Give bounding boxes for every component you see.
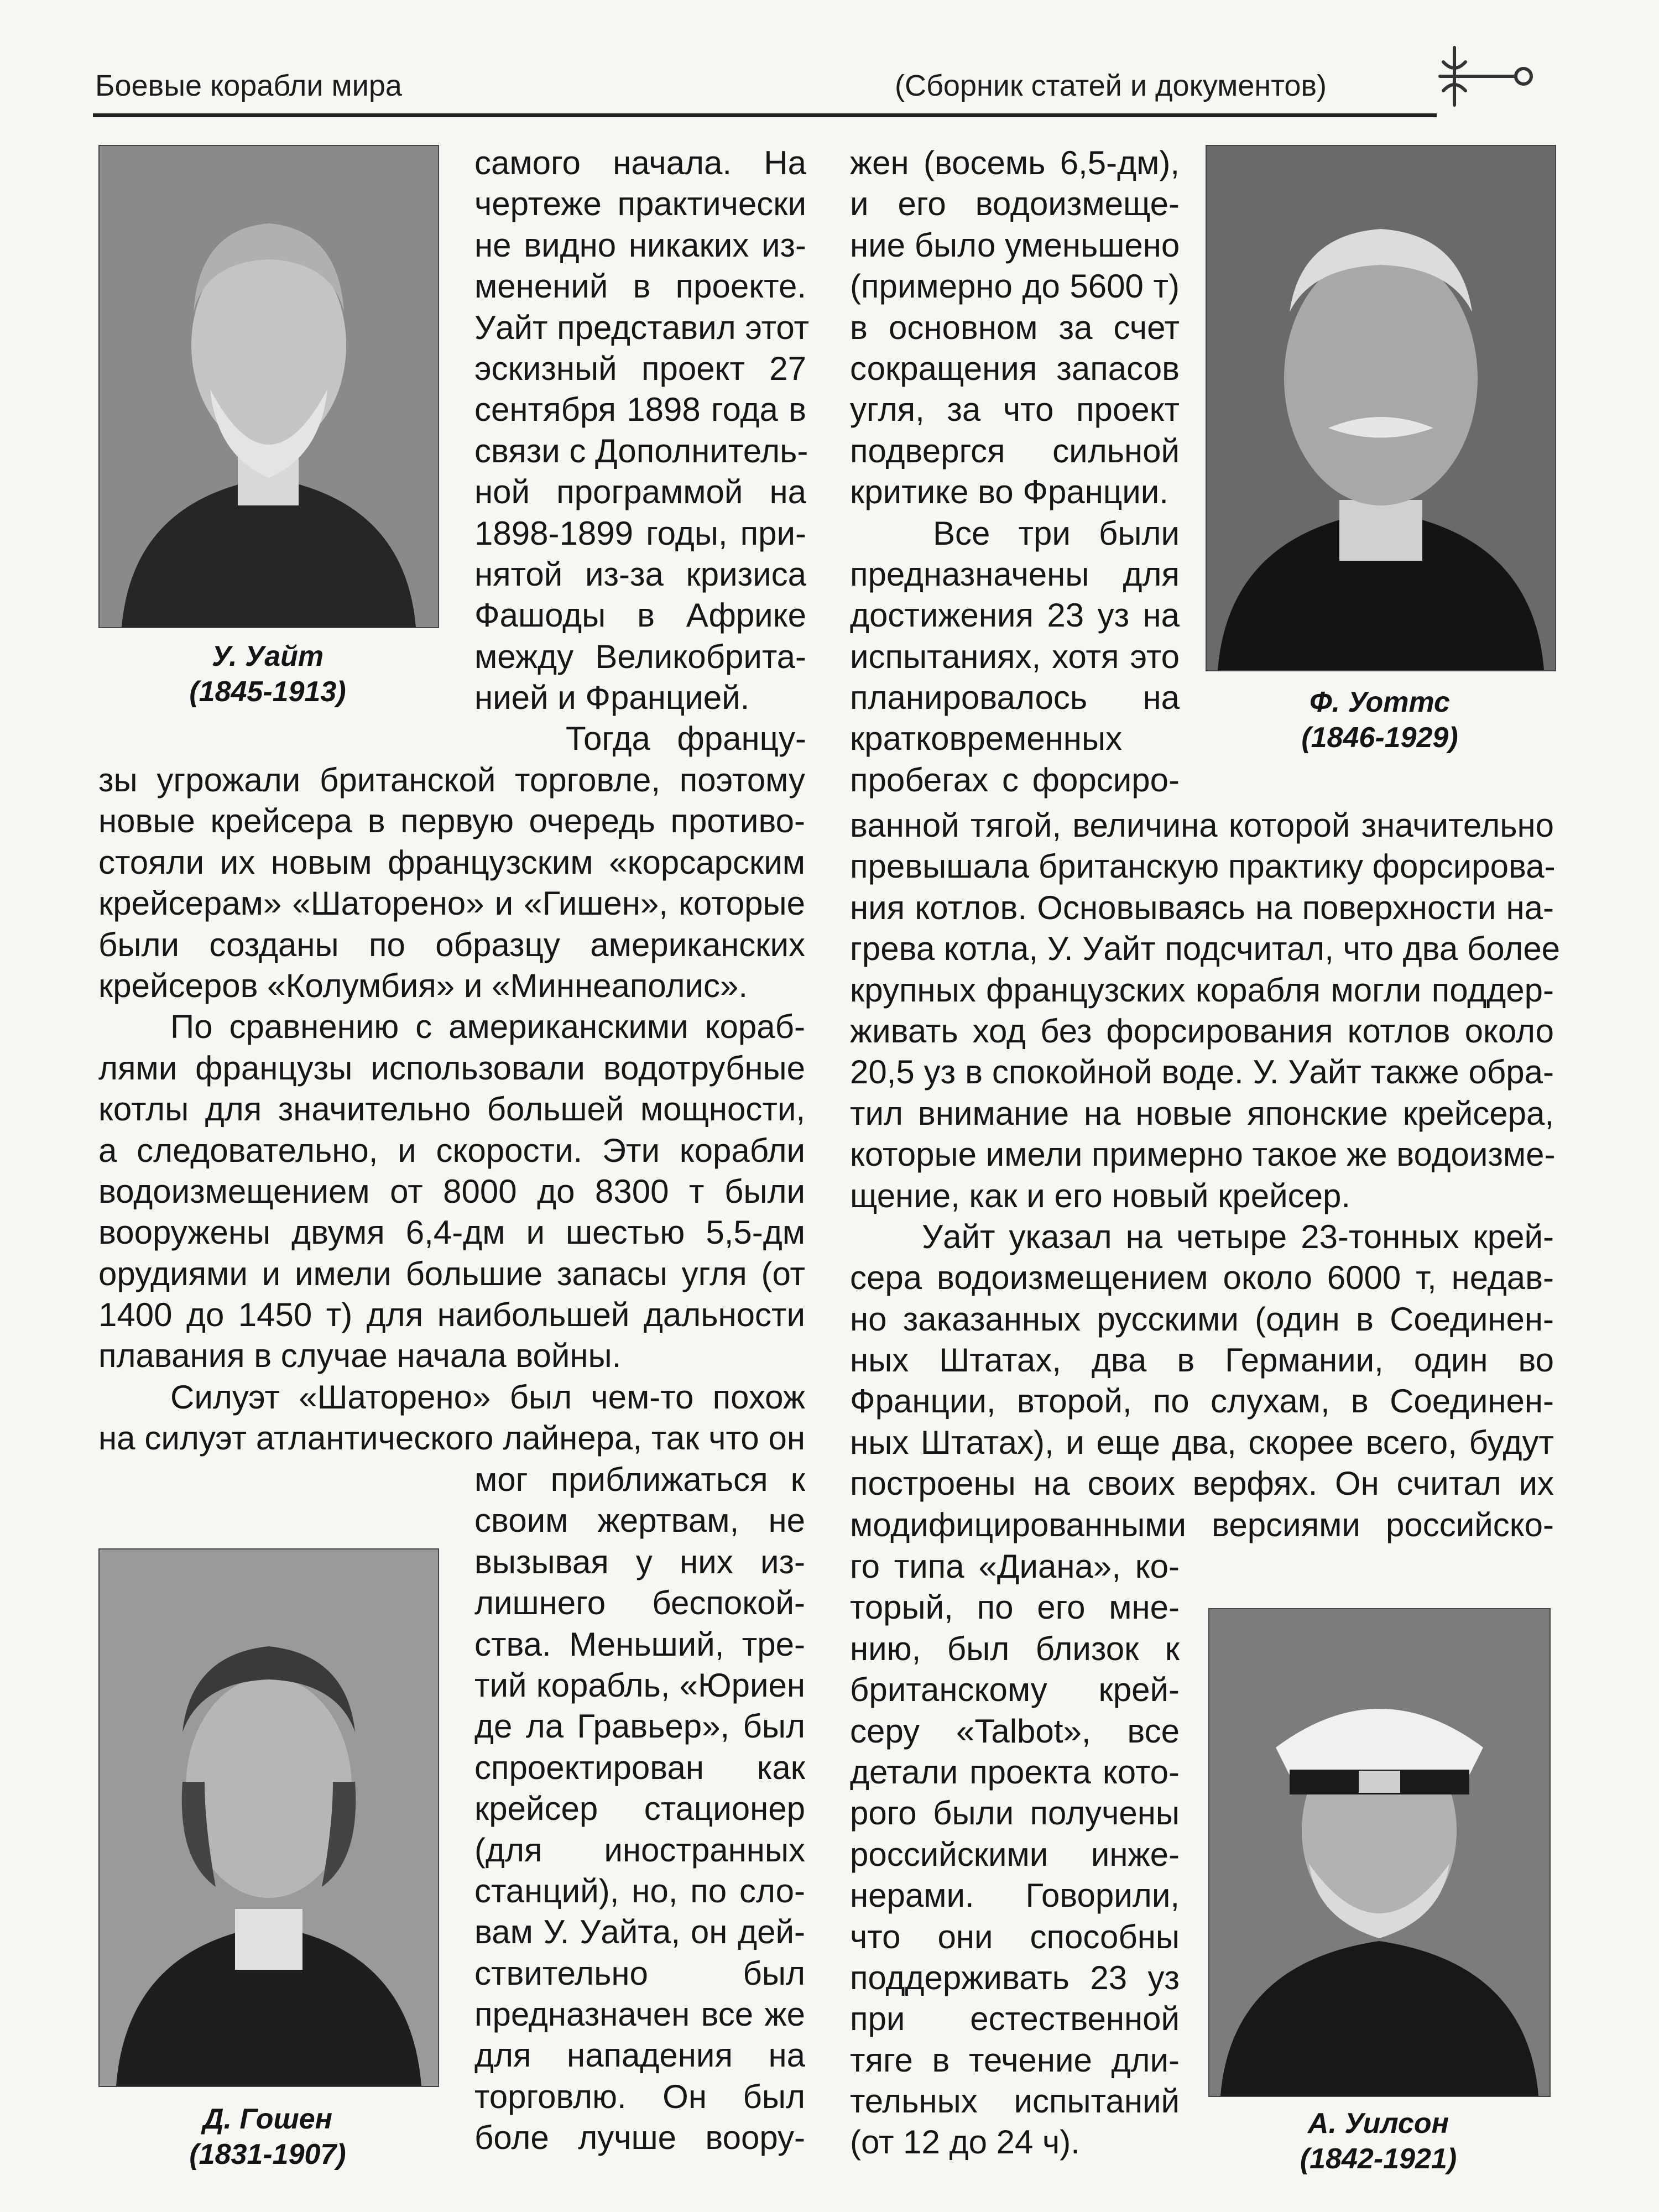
text-line: российскими инже- [850, 1835, 1180, 1873]
text-line: ных Штатах), и еще два, скорее всего, будут [850, 1423, 1554, 1461]
text-line: предназначен все же [474, 1996, 805, 2033]
text-line: (от 12 до 24 ч). [850, 2124, 1080, 2161]
portrait-wilson-caption [1208, 2106, 1548, 2177]
text-line: торый, по его мне- [850, 1589, 1180, 1626]
text-column-b [850, 143, 1180, 801]
header-rule [93, 113, 1437, 117]
text-line: стояли их новым французским «корсарским [98, 843, 805, 881]
portrait-goschen-caption [98, 2101, 437, 2172]
text-line: сентября 1898 года в [474, 391, 806, 429]
text-line: при естественной [850, 2000, 1180, 2038]
running-header-subtitle: (Сборник статей и документов) [895, 69, 1327, 102]
text-column-right-narrow [850, 1546, 1180, 2163]
text-line: станций), но, по сло- [474, 1872, 805, 1910]
text-line: Уайт представил этот [474, 309, 809, 346]
portrait-wilson-years: (1842-1921) [1300, 2143, 1457, 2175]
text-line: для нападения на [474, 2037, 805, 2074]
text-line: модифицированными версиями российско- [850, 1506, 1554, 1543]
text-line: крейсеров «Колумбия» и «Миннеаполис». [98, 967, 748, 1004]
text-line: (для иностранных [474, 1831, 805, 1869]
text-line: а следовательно, и скорости. Эти корабли [98, 1131, 805, 1169]
text-line: достижения 23 уз на [850, 597, 1180, 634]
anchor-icon [1432, 40, 1543, 112]
portrait-white-photo [98, 145, 439, 628]
text-line: (примерно до 5600 т) [850, 268, 1180, 305]
text-line: эскизный проект 27 [474, 349, 806, 387]
text-line: подвергся сильной [850, 432, 1180, 469]
text-line: крейсерам» «Шаторено» и «Гишен», которые [98, 885, 805, 922]
text-column-a [474, 143, 809, 760]
text-line: живать ход без форсирования котлов около [850, 1012, 1554, 1050]
portrait-white-years: (1845-1913) [189, 676, 346, 708]
portrait-watts-name: Ф. Уоттс [1310, 686, 1450, 718]
text-line: ванной тягой, величина которой значительно [850, 807, 1554, 844]
text-line: тельных испытаний [850, 2083, 1180, 2120]
text-line: пробегах с форсиро- [850, 761, 1180, 799]
text-line: боле лучше воору- [474, 2119, 805, 2157]
portrait-goschen-name: Д. Гошен [202, 2103, 333, 2135]
text-line: британскому крей- [850, 1671, 1180, 1709]
text-line: грева котла, У. Уайт подсчитал, что два более [850, 930, 1561, 968]
running-header-title: Боевые корабли мира [95, 69, 402, 102]
text-line: самого начала. На [474, 144, 806, 181]
text-line: в основном за счет [850, 309, 1180, 346]
text-line: зы угрожали британской торговле, поэтому [98, 761, 805, 799]
text-line: рого были получены [850, 1794, 1180, 1832]
portrait-white-name: У. Уайт [211, 640, 324, 672]
text-line: тяге в течение дли- [850, 2041, 1180, 2079]
text-line: ства. Меньший, тре- [474, 1625, 805, 1663]
text-line: жен (восемь 6,5-дм), [850, 144, 1180, 181]
text-line: вызывая у них из- [474, 1543, 805, 1580]
text-line: крупных французских корабля могли поддер- [850, 971, 1554, 1009]
text-line: серу «Talbot», все [850, 1712, 1180, 1750]
text-column-right [850, 805, 1561, 1546]
portrait-goschen-years: (1831-1907) [189, 2138, 346, 2171]
portrait-wilson-photo [1208, 1608, 1551, 2097]
text-line: превышала британскую практику форсирова- [850, 848, 1556, 885]
text-line: крейсер стационер [474, 1790, 805, 1828]
text-line: детали проекта кото- [850, 1753, 1180, 1791]
portrait-white-caption [98, 639, 437, 709]
text-line: нию, был близок к [850, 1630, 1180, 1667]
text-line: плавания в случае начала войны. [98, 1337, 622, 1375]
text-line: ных Штатах, два в Германии, один во [850, 1342, 1554, 1379]
text-line: планировалось на [850, 679, 1180, 717]
text-line: между Великобрита- [474, 638, 806, 675]
portrait-watts-years: (1846-1929) [1301, 722, 1458, 754]
text-line: спроектирован как [474, 1749, 805, 1786]
text-line: 1898-1899 годы, при- [474, 514, 806, 552]
text-line: вам У. Уайта, он дей- [474, 1913, 805, 1951]
text-line: нятой из-за кризиса [474, 555, 806, 593]
text-line: нией и Францией. [474, 679, 750, 717]
text-line: тий корабль, «Юриен [474, 1666, 805, 1704]
text-line: испытаниях, хотя это [850, 638, 1180, 675]
text-line: ния котлов. Основываясь на поверхности на- [850, 889, 1554, 926]
text-line: Уайт указал на четыре 23-тонных крей- [922, 1218, 1554, 1255]
text-line: щение, как и его новый крейсер. [850, 1177, 1351, 1214]
text-column-left-narrow [474, 1459, 805, 2159]
text-line: новые крейсера в первую очередь противо- [98, 802, 805, 840]
text-line: де ла Гравьер», был [474, 1708, 805, 1745]
text-line: на силуэт атлантического лайнера, так что он [98, 1420, 805, 1457]
text-line: лишнего беспокой- [474, 1584, 805, 1622]
portrait-wilson-name: А. Уилсон [1307, 2107, 1449, 2140]
text-line: построены на своих верфях. Он считал их [850, 1465, 1554, 1503]
text-line: лями французы использовали водотрубные [98, 1049, 805, 1087]
text-line: орудиями и имели большие запасы угля (от [98, 1255, 805, 1292]
text-line: но заказанных русскими (один в Соединен- [850, 1300, 1554, 1338]
text-line: вооружены двумя 6,4-дм и шестью 5,5-дм [98, 1214, 805, 1251]
text-line: го типа «Диана», ко- [850, 1548, 1180, 1585]
text-line: 20,5 уз в спокойной воде. У. Уайт также обра- [850, 1053, 1554, 1091]
text-line: Фашоды в Африке [474, 597, 806, 634]
text-column-left [98, 760, 805, 1459]
text-line: Все три были [933, 514, 1180, 552]
text-line: менений в проекте. [474, 268, 806, 305]
text-line: предназначены для [850, 555, 1180, 593]
text-line: были созданы по образцу американских [98, 926, 805, 963]
text-line: своим жертвам, не [474, 1502, 805, 1540]
portrait-watts-photo [1206, 145, 1556, 671]
text-line: Тогда францу- [566, 720, 806, 758]
text-line: и его водоизмеще- [850, 185, 1180, 223]
text-line: которые имели примерно такое же водоизме- [850, 1136, 1556, 1173]
text-line: сера водоизмещением около 6000 т, недав- [850, 1259, 1554, 1297]
text-line: Франции, второй, по слухам, в Соединен- [850, 1383, 1554, 1420]
text-line: ние было уменьшено [850, 226, 1180, 264]
text-line: торговлю. Он был [474, 2078, 805, 2115]
text-line: угля, за что проект [850, 391, 1180, 429]
portrait-goschen-photo [98, 1548, 439, 2087]
text-line: ствительно был [474, 1954, 805, 1992]
text-line: нерами. Говорили, [850, 1877, 1180, 1914]
text-line: чертеже практически [474, 185, 806, 223]
text-line: водоизмещением от 8000 до 8300 т были [98, 1172, 805, 1210]
text-line: котлы для значительно большей мощности, [98, 1091, 805, 1128]
text-line: что они способны [850, 1918, 1180, 1955]
portrait-watts-caption [1206, 685, 1554, 755]
text-line: связи с Дополнитель- [474, 432, 808, 469]
text-line: не видно никаких из- [474, 226, 806, 264]
text-line: критике во Франции. [850, 473, 1168, 511]
text-line: По сравнению с американскими кораб- [170, 1008, 805, 1046]
text-line: 1400 до 1450 т) для наибольшей дальности [98, 1296, 805, 1334]
text-line: Силуэт «Шаторено» был чем-то похож [170, 1378, 805, 1416]
text-line: тил внимание на новые японские крейсера, [850, 1094, 1554, 1132]
text-line: поддерживать 23 уз [850, 1959, 1180, 1996]
text-line: кратковременных [850, 720, 1123, 758]
text-line: мог приближаться к [474, 1461, 805, 1498]
text-line: ной программой на [474, 473, 806, 511]
text-line: сокращения запасов [850, 349, 1180, 387]
